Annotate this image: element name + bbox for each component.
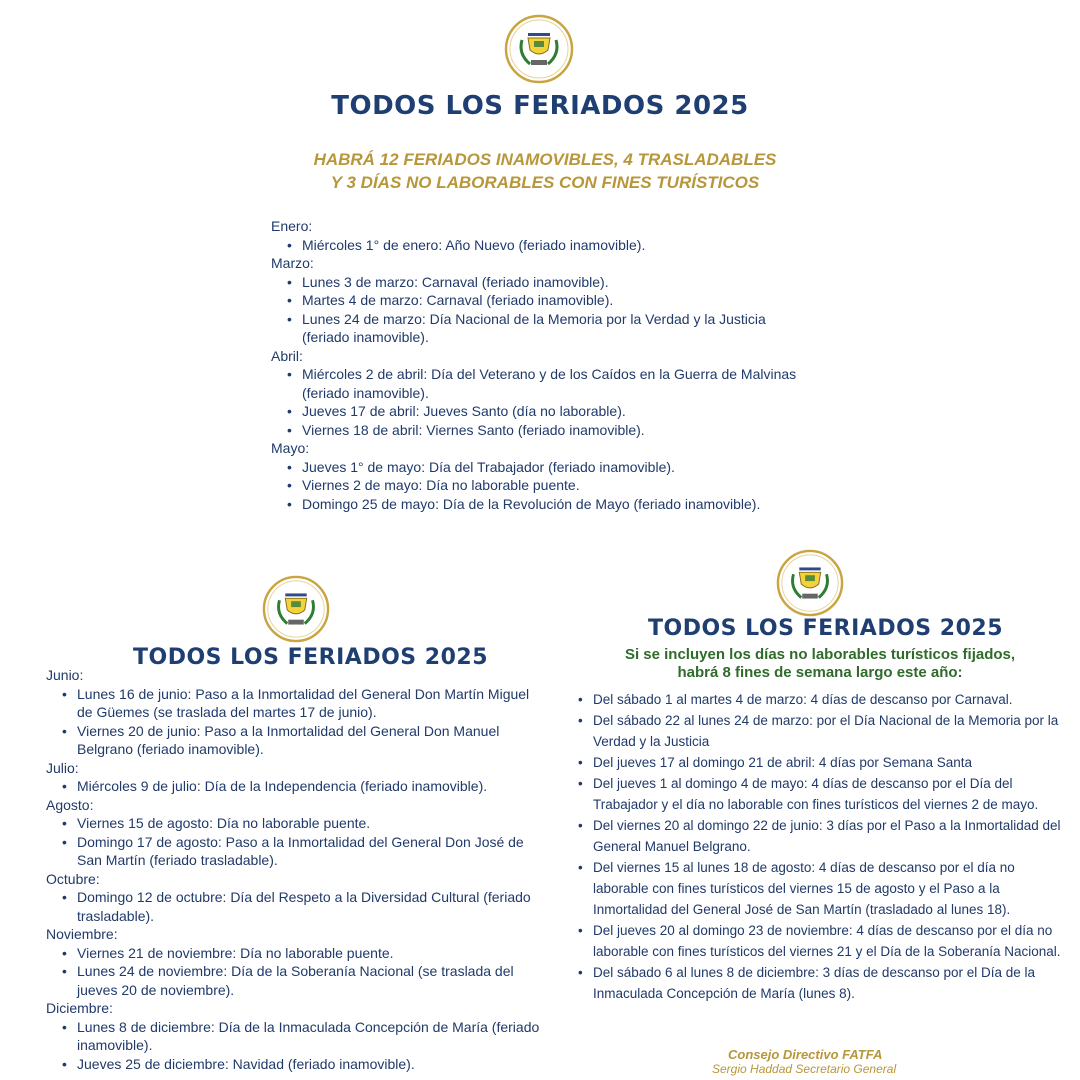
holiday-list (271, 273, 811, 347)
left-holiday-list (46, 666, 540, 1073)
holiday-list (46, 685, 540, 759)
long-weekend-item: • Del viernes 15 al lunes 18 de agosto: 4 días de descanso por el día no laborable con fines turísticos del viernes 15 de agosto y el Paso a la Inmortalidad del General José de San Martín (trasladado al lunes 18). (593, 857, 1062, 920)
holiday-item: • Miércoles 9 de julio: Día de la Independencia (feriado inamovible). (77, 777, 540, 796)
holiday-item: • Miércoles 2 de abril: Día del Veterano y de los Caídos en la Guerra de Malvinas (feriado inamovible). (302, 365, 811, 402)
month-heading: Noviembre: (46, 926, 118, 942)
holiday-item: • Lunes 8 de diciembre: Día de la Inmaculada Concepción de María (feriado inamovible). (77, 1018, 540, 1055)
long-weekend-item: • Del viernes 20 al domingo 22 de junio: 3 días por el Paso a la Inmortalidad del General Manuel Belgrano. (593, 815, 1062, 857)
page-subtitle (0, 148, 1080, 194)
left-title: TODOS LOS FERIADOS 2025 (133, 645, 489, 670)
month-heading: Abril: (271, 347, 303, 364)
holiday-list (271, 236, 811, 255)
holiday-item: • Viernes 15 de agosto: Día no laborable puente. (77, 814, 540, 833)
long-weekend-heading (560, 646, 1080, 682)
holiday-item: • Martes 4 de marzo: Carnaval (feriado inamovible). (302, 291, 811, 310)
holiday-list (46, 944, 540, 1000)
month-heading: Mayo: (271, 440, 310, 456)
holiday-item: • Viernes 2 de mayo: Día no laborable puente. (302, 476, 811, 495)
holiday-list (46, 777, 540, 796)
month-heading: Marzo: (271, 255, 314, 271)
heading-line-1: Si se incluyen los días no laborables turísticos fijados, (624, 646, 1016, 663)
holiday-item: • Jueves 1° de mayo: Día del Trabajador (feriado inamovible). (302, 458, 811, 477)
holiday-item: • Miércoles 1° de enero: Año Nuevo (feriado inamovible). (302, 236, 811, 255)
heading-line-2: habrá 8 fines de semana largo este año: (677, 664, 963, 681)
month-heading: Julio: (46, 759, 79, 776)
holiday-list (271, 458, 811, 514)
holiday-item: • Lunes 3 de marzo: Carnaval (feriado inamovible). (302, 273, 811, 292)
holiday-item: • Lunes 24 de noviembre: Día de la Soberanía Nacional (se traslada del jueves 20 de noviembre). (77, 962, 540, 999)
month-heading: Octubre: (46, 870, 100, 887)
top-holiday-list (271, 217, 811, 513)
long-weekend-item: • Del sábado 6 al lunes 8 de diciembre: 3 días de descanso por el Día de la Inmaculada Concepción de María (lunes 8). (593, 962, 1062, 1004)
holiday-list (46, 888, 540, 925)
holiday-item: • Lunes 16 de junio: Paso a la Inmortalidad del General Don Martín Miguel de Güemes (se traslada del martes 17 de junio). (77, 685, 540, 722)
holiday-item: • Viernes 18 de abril: Viernes Santo (feriado inamovible). (302, 421, 811, 440)
fatfa-emblem-icon (262, 575, 330, 643)
subtitle-line-1: HABRÁ 12 FERIADOS INAMOVIBLES, 4 TRASLADABLES (313, 150, 777, 169)
long-weekend-list (576, 689, 1062, 1004)
holiday-item: • Lunes 24 de marzo: Día Nacional de la Memoria por la Verdad y la Justicia (feriado inamovible). (302, 310, 811, 347)
holiday-list (46, 814, 540, 870)
holiday-item: • Jueves 17 de abril: Jueves Santo (día no laborable). (302, 402, 811, 421)
long-weekend-item: • Del jueves 1 al domingo 4 de mayo: 4 días de descanso por el Día del Trabajador y el día no laborable con fines turísticos del viernes 2 de mayo. (593, 773, 1062, 815)
fatfa-emblem-icon (504, 14, 574, 84)
holiday-list (46, 1018, 540, 1074)
page-title: TODOS LOS FERIADOS 2025 (331, 91, 749, 121)
holiday-list (271, 365, 811, 439)
signature-secretary: Sergio Haddad Secretario General (712, 1062, 897, 1076)
long-weekend-item: • Del sábado 1 al martes 4 de marzo: 4 días de descanso por Carnaval. (593, 689, 1062, 710)
holiday-item: • Domingo 25 de mayo: Día de la Revolución de Mayo (feriado inamovible). (302, 495, 811, 514)
fatfa-emblem-icon (776, 549, 844, 617)
holiday-item: • Viernes 21 de noviembre: Día no laborable puente. (77, 944, 540, 963)
right-title: TODOS LOS FERIADOS 2025 (648, 616, 1004, 641)
holiday-item: • Viernes 20 de junio: Paso a la Inmortalidad del General Don Manuel Belgrano (feriado inamovible). (77, 722, 540, 759)
signature-council: Consejo Directivo FATFA (728, 1047, 883, 1062)
long-weekend-items (576, 689, 1062, 1004)
long-weekend-item: • Del jueves 20 al domingo 23 de noviembre: 4 días de descanso por el día no laborable con fines turísticos del viernes 21 y el Día de la Soberanía Nacional. (593, 920, 1062, 962)
holiday-item: • Domingo 17 de agosto: Paso a la Inmortalidad del General Don José de San Martín (feriado trasladable). (77, 833, 540, 870)
subtitle-line-2: Y 3 DÍAS NO LABORABLES CON FINES TURÍSTICOS (330, 173, 760, 192)
holiday-item: • Domingo 12 de octubre: Día del Respeto a la Diversidad Cultural (feriado trasladable). (77, 888, 540, 925)
month-heading: Agosto: (46, 796, 94, 813)
long-weekend-item: • Del jueves 17 al domingo 21 de abril: 4 días por Semana Santa (593, 752, 1062, 773)
holiday-item: • Jueves 25 de diciembre: Navidad (feriado inamovible). (77, 1055, 540, 1074)
long-weekend-item: • Del sábado 22 al lunes 24 de marzo: por el Día Nacional de la Memoria por la Verdad y la Justicia (593, 710, 1062, 752)
month-heading: Enero: (271, 218, 313, 234)
month-heading: Diciembre: (46, 1000, 113, 1016)
month-heading: Junio: (46, 667, 84, 683)
